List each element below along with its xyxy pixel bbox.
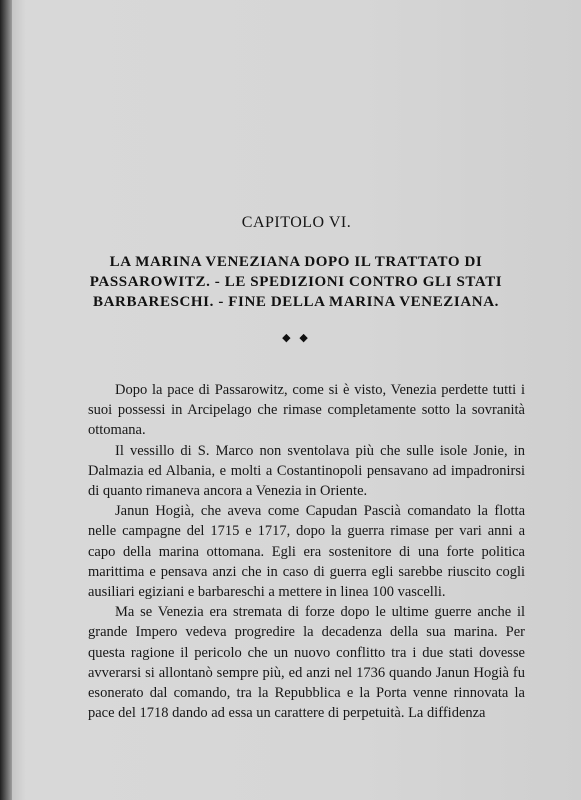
paragraph: Ma se Venezia era stremata di forze dopo le ultime guerre anche il grande Impero vedeva progredire la decadenza della sua marina. Per questa ragione il pericolo che un nuovo conflitto tra i due stati dovesse avverarsi si allontanò sempre più, ed anzi nel 1736 quando Janun Hogià fu esonerato dal comando, tra la Repubblica e la Porta venne rinnovata la pace del 1718 dando ad essa un carattere di perpetuità. La diffidenza [88, 604, 525, 722]
paragraph: Janun Hogià, che aveva come Capudan Pascià comandato la flotta nelle campagne del 1715 e 1717, dopo la guerra rimase per vari anni a capo della marina ottomana. Egli era sostenitore di una forte politica marittima e pensava anzi che in caso di guerra egli sarebbe riuscito cogli ausiliari egiziani e barbareschi a mettere in linea 100 vascelli. [88, 503, 525, 601]
body-text [88, 380, 525, 723]
ornament: ◆ ◆ [282, 332, 311, 344]
page-binding-edge [0, 0, 12, 800]
book-page [12, 0, 581, 800]
paragraph: Il vessillo di S. Marco non sventolava più che sulle isole Jonie, in Dalmazia ed Albania, e molti a Costantinopoli pensavano ad impadronirsi di quanto rimaneva ancora a Venezia in Oriente. [88, 442, 525, 500]
paragraph: Dopo la pace di Passarowitz, come si è visto, Venezia perdette tutti i suoi possessi in Arcipelago che rimase completamente sotto la sovranità ottomana. [88, 382, 525, 439]
chapter-heading: CAPITOLO VI. [241, 214, 352, 231]
chapter-title: LA MARINA VENEZIANA DOPO IL TRATTATO DI PASSAROWITZ. - LE SPEDIZIONI CONTRO GLI STATI BARBARESCHI. - FINE DELLA MARINA VENEZIANA. [89, 254, 503, 310]
